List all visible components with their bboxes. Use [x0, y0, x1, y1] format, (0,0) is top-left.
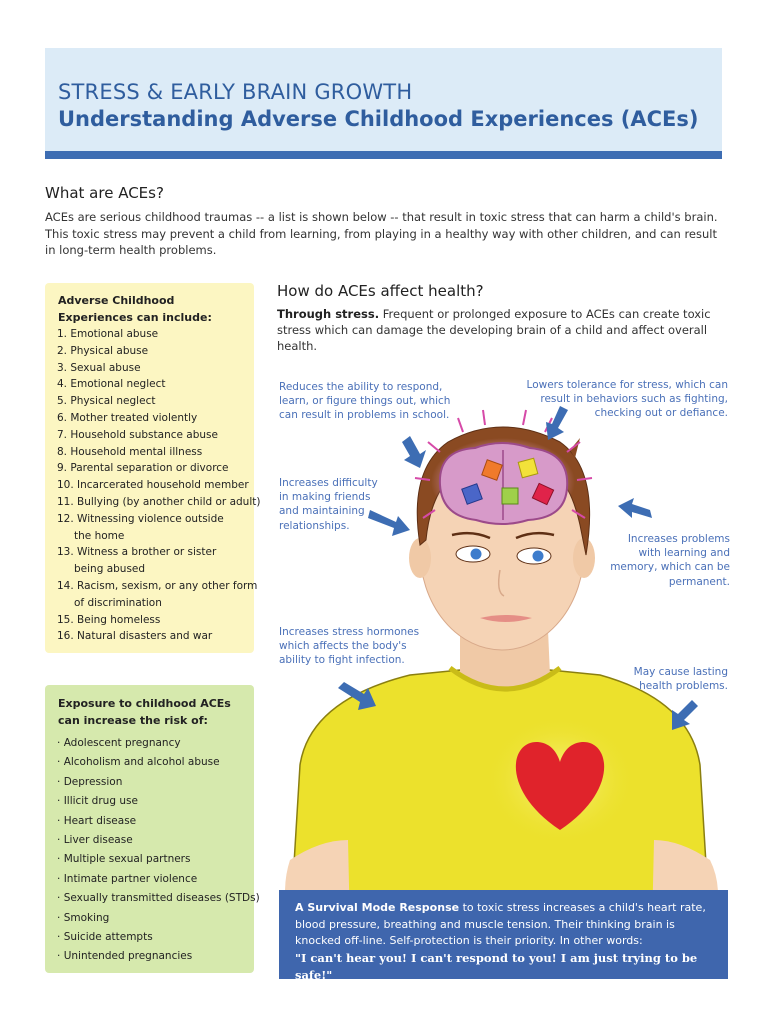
arrow-icon: [402, 436, 426, 468]
list-item: · Smoking: [57, 911, 110, 924]
list-item: 12. Witnessing violence outside: [57, 512, 224, 525]
list-item: 1. Emotional abuse: [57, 328, 159, 340]
list-item: 16. Natural disasters and war: [57, 630, 213, 643]
puzzle-piece-yellow: [518, 458, 538, 478]
callout-friends: Increases difficulty in making friends and maintaining relationships.: [279, 477, 378, 532]
page-title: Understanding Adverse Childhood Experiences (ACEs): [58, 107, 699, 131]
intro-paragraph: ACEs are serious childhood traumas -- a list is shown below -- that result in toxic stress that can harm a child's brain. This toxic stress may prevent a child from learning, from playing in a healthy way with other children, and can result in long-term health problems.: [45, 210, 718, 257]
how-aces-affect-heading: How do ACEs affect health?: [277, 282, 484, 300]
list-item: · Multiple sexual partners: [57, 853, 191, 866]
list-item: 2. Physical abuse: [57, 344, 149, 357]
list-item: · Suicide attempts: [57, 931, 153, 944]
survival-mode-box: [279, 890, 728, 982]
list-item: · Unintended pregnancies: [57, 950, 193, 963]
list-item: · Heart disease: [57, 814, 137, 827]
list-item: 11. Bullying (by another child or adult): [57, 495, 261, 508]
arrow-icon: [618, 498, 652, 518]
list-item: · Illicit drug use: [57, 795, 138, 808]
callout-respond: Reduces the ability to respond, learn, or figure things out, which can result in problems in school.: [279, 381, 451, 422]
list-item: 8. Household mental illness: [57, 445, 203, 458]
risk-list: [57, 734, 260, 967]
survival-quote: "I can't hear you! I can't respond to you! I am just trying to be safe!": [295, 950, 698, 982]
list-item: 10. Incarcerated household member: [57, 479, 249, 492]
callout-tolerance: Lowers tolerance for stress, which can result in behaviors such as fighting, checking out or defiance.: [526, 379, 728, 420]
list-item: · Intimate partner violence: [57, 872, 198, 885]
puzzle-piece-green: [502, 488, 518, 504]
header-supertitle: STRESS & EARLY BRAIN GROWTH: [58, 80, 413, 104]
list-item: 9. Parental separation or divorce: [57, 462, 229, 475]
health-paragraph: Through stress. Frequent or prolonged exposure to ACEs can create toxic stress which can damage the developing brain of a child and affect overall health.: [277, 307, 711, 353]
list-item: · Adolescent pregnancy: [57, 737, 181, 749]
list-item: 5. Physical neglect: [57, 395, 156, 408]
list-item-continuation: being abused: [74, 563, 146, 576]
list-item: 4. Emotional neglect: [57, 378, 166, 391]
callout-hormones: Increases stress hormones which affects the body's ability to fight infection.: [279, 626, 420, 667]
header-divider: [45, 151, 722, 159]
list-item-continuation: of discrimination: [74, 596, 162, 609]
risk-list-title: Exposure to childhood ACEs can increase the risk of:: [58, 697, 231, 727]
arrow-icon: [672, 700, 698, 730]
list-item: 6. Mother treated violently: [57, 411, 198, 424]
list-item: · Liver disease: [57, 834, 133, 847]
what-are-aces-heading: What are ACEs?: [45, 184, 164, 202]
list-item: · Sexually transmitted diseases (STDs): [57, 892, 260, 905]
aces-list: [57, 326, 261, 645]
callout-learning: Increases problems with learning and memory, which can be permanent.: [610, 533, 730, 588]
list-item: 15. Being homeless: [57, 613, 161, 626]
list-item: 13. Witness a brother or sister: [57, 546, 217, 559]
right-iris: [533, 551, 544, 562]
left-iris: [471, 549, 482, 560]
list-item-continuation: the home: [74, 529, 125, 542]
list-item: 7. Household substance abuse: [57, 428, 218, 441]
list-item: 3. Sexual abuse: [57, 361, 141, 374]
list-item: 14. Racism, sexism, or any other form: [57, 579, 258, 592]
aces-list-title: Adverse Childhood Experiences can include:: [58, 294, 212, 324]
list-item: · Alcoholism and alcohol abuse: [57, 756, 220, 769]
callout-lasting: May cause lasting health problems.: [633, 666, 728, 693]
survival-text: A Survival Mode Response to toxic stress increases a child's heart rate, blood pressure, breathing and muscle tension. Their thinking brain is knocked off-line. Self-protection is their priority. In other words:: [295, 901, 706, 947]
list-item: · Depression: [57, 775, 123, 788]
